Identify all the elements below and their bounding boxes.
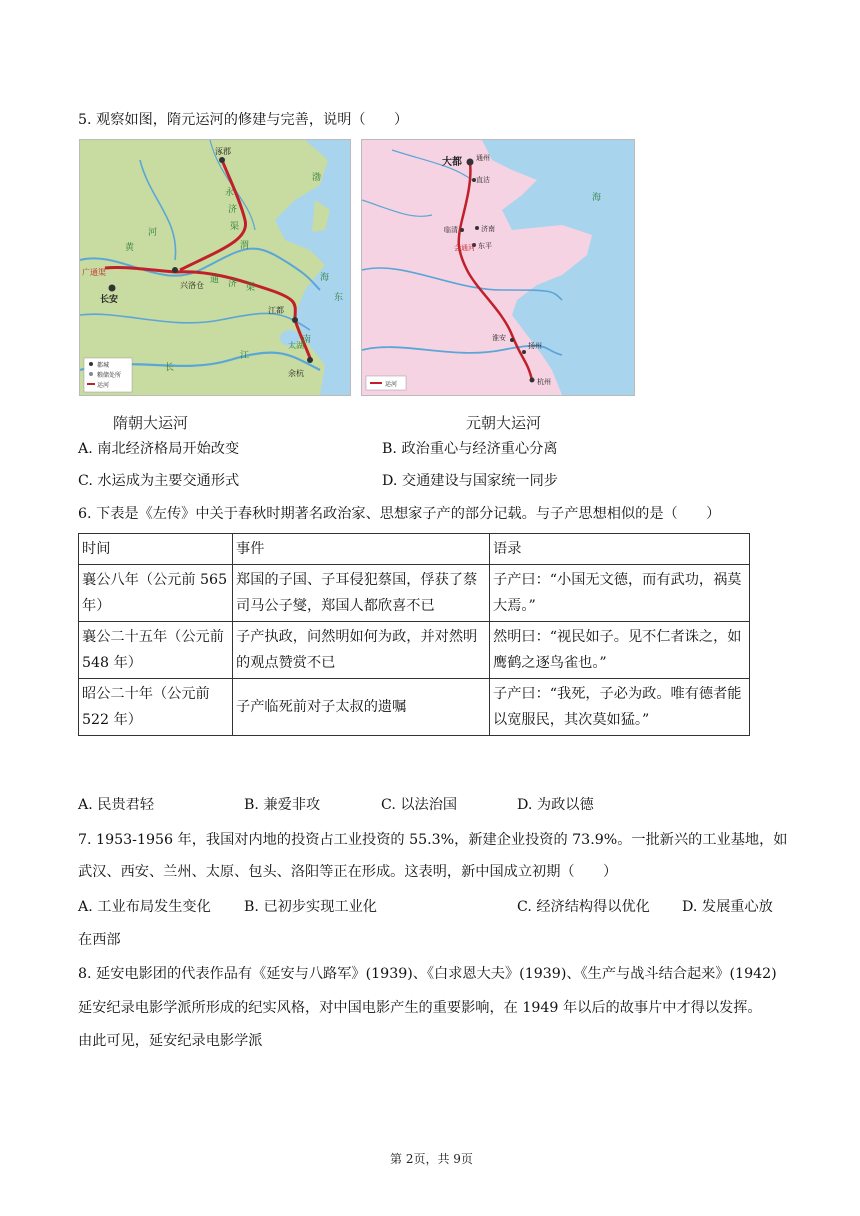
yuan-map-water-label: 会通河 — [454, 244, 475, 252]
sui-map-water-label: 广通渠 — [82, 268, 106, 277]
sui-map-water-label: 渤 — [312, 173, 322, 183]
table-cell: 襄公八年（公元前 565 年） — [79, 565, 233, 622]
yuan-map-place-label: 直沽 — [476, 176, 490, 184]
sui-map-water-label: 江 — [240, 351, 250, 361]
q7-option-b[interactable]: B. 已初步实现工业化 — [244, 899, 377, 915]
q5-option-a[interactable]: A. 南北经济格局开始改变 — [78, 441, 240, 457]
sui-map-place-label: 涿郡 — [215, 147, 231, 156]
yuan-map-place-label: 大都 — [442, 157, 462, 168]
sui-map-legend-text: 粮储处所 — [97, 372, 122, 379]
sui-map-water-label: 济 — [228, 279, 238, 289]
sui-map-place-label: 兴洛仓 — [180, 281, 204, 290]
yuan-map-legend-text: 运河 — [385, 381, 398, 388]
sui-map-water-label: 东 — [334, 293, 344, 303]
sui-map-water-label: 河 — [148, 228, 158, 238]
q5-option-c[interactable]: C. 水运成为主要交通形式 — [78, 473, 240, 489]
sui-map-place-label: 江都 — [268, 306, 284, 315]
table-cell: 子产执政，问然明如何为政，并对然明的观点赞赏不已 — [233, 622, 490, 679]
yuan-map-water-label: 海 — [592, 193, 602, 203]
q7-option-d[interactable]: D. 发展重心放 — [682, 899, 773, 915]
table-header-cell: 时间 — [79, 534, 233, 565]
sui-map-water-label: 太湖 — [288, 341, 304, 350]
q5-option-b[interactable]: B. 政治重心与经济重心分离 — [382, 441, 558, 457]
table-row — [79, 679, 750, 736]
table-header-row — [79, 534, 750, 565]
sui-map-water-label: 长 — [165, 363, 175, 373]
yuan-map-place-label: 通州 — [476, 154, 490, 162]
table-header-cell: 语录 — [490, 534, 750, 565]
sui-map-water-label: 济 — [228, 205, 238, 215]
yuan-map-place-label: 扬州 — [528, 342, 542, 350]
q7-option-a[interactable]: A. 工业布局发生变化 — [78, 899, 211, 915]
table-row — [79, 622, 750, 679]
table-cell: 子产曰：“我死，子必为政。唯有德者能以宽服民，其次莫如猛。” — [490, 679, 750, 736]
sui-map-caption: 隋朝大运河 — [113, 414, 189, 432]
yuan-map-place-label: 淮安 — [492, 334, 506, 342]
sui-map-water-label: 海 — [320, 273, 330, 283]
q8-stem-line1: 8. 延安电影团的代表作品有《延安与八路军》(1939)、《白求恩大夫》(1939)、《生产与战斗结合起来》(1942) — [78, 966, 777, 982]
table-cell: 然明曰：“视民如子。见不仁者诛之，如鹰鹤之逐鸟雀也。” — [490, 622, 750, 679]
sui-map-water-label: 渠 — [246, 283, 256, 293]
table-header-cell: 事件 — [233, 534, 490, 565]
q6-option-c[interactable]: C. 以法治国 — [381, 797, 458, 813]
table-cell: 昭公二十年（公元前 522 年） — [79, 679, 233, 736]
q7-stem-line2: 武汉、西安、兰州、太原、包头、洛阳等正在形成。这表明，新中国成立初期（ ） — [78, 864, 618, 880]
q5-stem: 5. 观察如图，隋元运河的修建与完善，说明（ ） — [78, 112, 409, 128]
yuan-canal-map-image — [362, 140, 634, 395]
q7-option-d-continued: 在西部 — [78, 932, 121, 948]
q6-option-b[interactable]: B. 兼爱非攻 — [244, 797, 321, 813]
q7-stem-line1: 7. 1953-1956 年，我国对内地的投资占工业投资的 55.3%，新建企业投资的 73.9%。一批新兴的工业基地，如 — [78, 832, 788, 848]
sui-map-water-label: 黄 — [125, 243, 135, 253]
sui-map-water-label: 通 — [210, 275, 220, 285]
sui-canal-map-image — [80, 140, 350, 395]
yuan-map-place-label: 杭州 — [537, 378, 551, 386]
q8-stem-line2: 延安纪录电影学派所形成的纪实风格，对中国电影产生的重要影响，在 1949 年以后的故事片中才得以发挥。 — [78, 1000, 762, 1016]
sui-map-legend-text: 运河 — [97, 382, 110, 389]
q5-option-d[interactable]: D. 交通建设与国家统一同步 — [382, 473, 558, 489]
page-footer: 第 2页，共 9页 — [390, 1152, 473, 1166]
table-cell: 子产临死前对子太叔的遗嘱 — [233, 679, 490, 736]
table-cell: 襄公二十五年（公元前 548 年） — [79, 622, 233, 679]
yuan-map-place-label: 东平 — [478, 242, 492, 250]
table-cell: 郑国的子国、子耳侵犯蔡国，俘获了蔡司马公子燮，郑国人都欣喜不已 — [233, 565, 490, 622]
sui-map-water-label: 永 — [225, 188, 235, 198]
table-cell: 子产曰：“小国无文德，而有武功，祸莫大焉。” — [490, 565, 750, 622]
sui-map-place-label: 余杭 — [288, 369, 304, 378]
q6-option-a[interactable]: A. 民贵君轻 — [78, 797, 155, 813]
sui-map-place-label: 长安 — [100, 295, 119, 305]
yuan-map-place-label: 临清 — [444, 226, 458, 234]
sui-map-water-label: 渠 — [230, 222, 240, 232]
sui-map-legend-text: 都城 — [97, 362, 110, 369]
q6-table — [78, 533, 750, 736]
q6-stem: 6. 下表是《左传》中关于春秋时期著名政治家、思想家子产的部分记载。与子产思想相似的是（ ） — [78, 506, 721, 522]
q7-option-c[interactable]: C. 经济结构得以优化 — [517, 899, 650, 915]
q8-stem-line3: 由此可见，延安纪录电影学派 — [78, 1033, 263, 1049]
q6-option-d[interactable]: D. 为政以德 — [517, 797, 594, 813]
table-row — [79, 565, 750, 622]
yuan-map-place-label: 济南 — [481, 225, 495, 233]
yuan-map-caption: 元朝大运河 — [466, 414, 542, 432]
yuan-canal-map — [361, 139, 635, 396]
sui-map-water-label: 南 — [302, 335, 312, 345]
sui-map-water-label: 渭 — [240, 241, 250, 251]
sui-canal-map — [79, 139, 351, 396]
